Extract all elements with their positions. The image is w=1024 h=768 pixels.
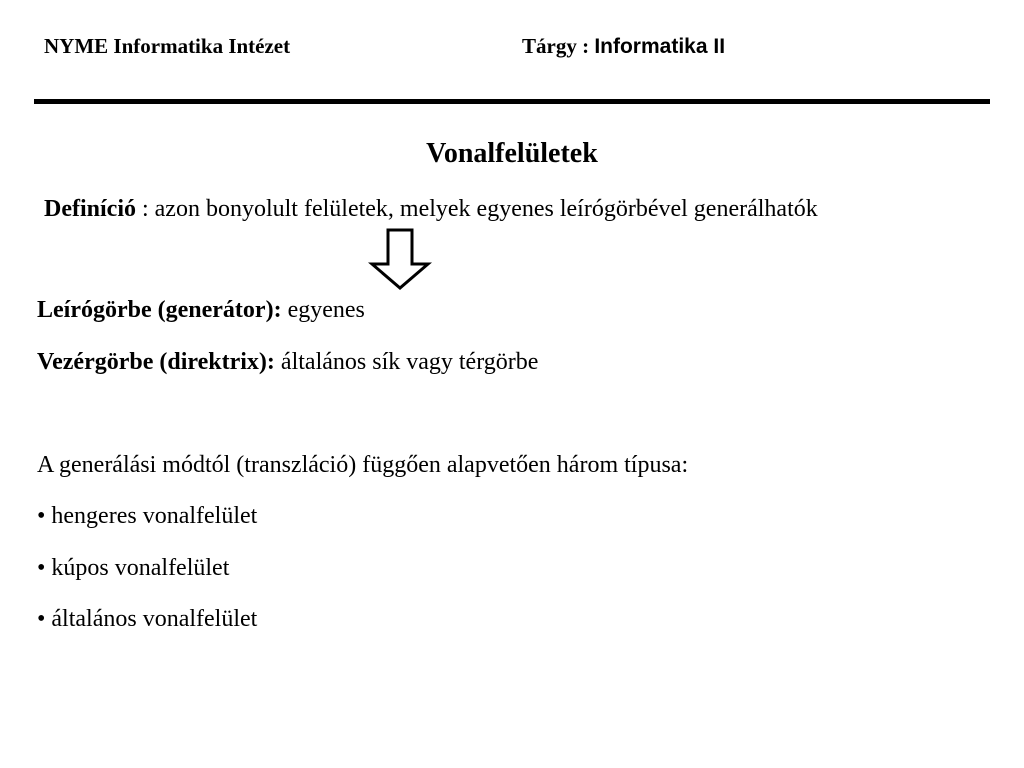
header-institute: NYME Informatika Intézet — [44, 34, 291, 58]
header-subject — [522, 34, 725, 59]
generator-value: egyenes — [281, 297, 365, 323]
directrix-line — [37, 349, 538, 376]
directrix-value: általános sík vagy térgörbe — [274, 349, 539, 375]
subject-label: Tárgy : — [522, 34, 595, 58]
slide-title: Vonalfelületek — [426, 138, 598, 169]
definition-term: Definíció — [44, 196, 136, 222]
list-item: • kúpos vonalfelület — [37, 555, 230, 581]
list-item: • általános vonalfelület — [37, 606, 258, 632]
definition-line — [44, 196, 818, 223]
definition-text: : azon bonyolult felületek, melyek egyenes leírógörbével generálhatók — [135, 196, 818, 222]
generator-line — [37, 297, 365, 324]
down-arrow-icon — [368, 228, 432, 290]
list-item: • hengeres vonalfelület — [37, 503, 258, 529]
generator-label: Leírógörbe (generátor): — [37, 297, 282, 323]
directrix-label: Vezérgörbe (direktrix): — [37, 349, 275, 375]
subject-value: Informatika II — [594, 35, 726, 58]
types-intro: A generálási módtól (transzláció) függően alapvetően három típusa: — [37, 452, 689, 478]
header-divider — [34, 99, 990, 104]
